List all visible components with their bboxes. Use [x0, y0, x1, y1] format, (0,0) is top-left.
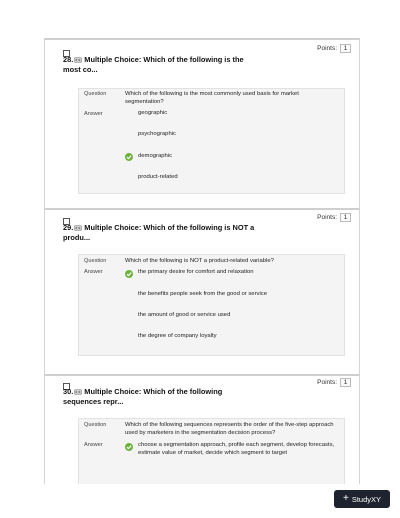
answer-option: geographic	[138, 110, 168, 116]
separator	[45, 208, 359, 210]
question-title: 28. Multiple Choice: Which of the following is the most co...	[63, 55, 244, 74]
answer-option: the degree of company loyalty	[138, 333, 217, 339]
points-value: 1	[340, 44, 351, 53]
checkmark-icon	[125, 153, 133, 161]
question-panel	[78, 418, 345, 484]
watermark-text: StudyXY	[351, 494, 382, 504]
answer-option: psychographic	[138, 131, 176, 137]
question-panel	[78, 88, 345, 194]
multiple-choice-icon	[74, 56, 82, 62]
answer-label: Answer	[84, 269, 103, 275]
question-panel	[78, 254, 345, 356]
quiz-sheet	[44, 38, 360, 484]
separator	[45, 374, 359, 376]
points	[317, 213, 351, 222]
checkmark-icon	[125, 443, 133, 451]
multiple-choice-icon	[74, 224, 82, 230]
answer-option: the amount of good or service used	[138, 312, 231, 318]
points	[317, 378, 351, 387]
answer-label: Answer	[84, 442, 103, 448]
points-value: 1	[340, 378, 351, 387]
question-label: Question	[84, 91, 107, 97]
separator	[45, 38, 359, 40]
answer-option-correct: the primary desire for comfort and relaxation	[138, 269, 254, 275]
question-label: Question	[84, 422, 107, 428]
answer-option-correct: choose a segmentation approach, profile each segment, develop forecasts, estimate value of market, decide which segment to target	[138, 442, 335, 456]
checkmark-icon	[125, 270, 133, 278]
studyxy-watermark	[334, 490, 390, 508]
points-value: 1	[340, 213, 351, 222]
question-text: Which of the following sequences represents the order of the five-step approach used by marketers in the segmentation decision process?	[125, 422, 334, 436]
answer-option: the benefits people seek from the good or service	[138, 291, 268, 297]
question-title: 29. Multiple Choice: Which of the following is NOT a produ...	[63, 223, 255, 242]
multiple-choice-icon	[74, 388, 82, 394]
question-text: Which of the following is the most commonly used basis for market segmentation?	[125, 91, 299, 105]
answer-label: Answer	[84, 111, 103, 117]
answer-option: product-related	[138, 174, 178, 180]
points-label: Points:	[317, 214, 337, 221]
points	[317, 44, 351, 53]
question-label: Question	[84, 258, 107, 264]
points-label: Points:	[317, 379, 337, 386]
plus-icon: +	[342, 493, 349, 504]
points-label: Points:	[317, 45, 337, 52]
question-title: 30. Multiple Choice: Which of the following sequences repr...	[63, 387, 223, 406]
question-text: Which of the following is NOT a product-related variable?	[125, 258, 274, 264]
answer-option-correct: demographic	[138, 153, 173, 159]
